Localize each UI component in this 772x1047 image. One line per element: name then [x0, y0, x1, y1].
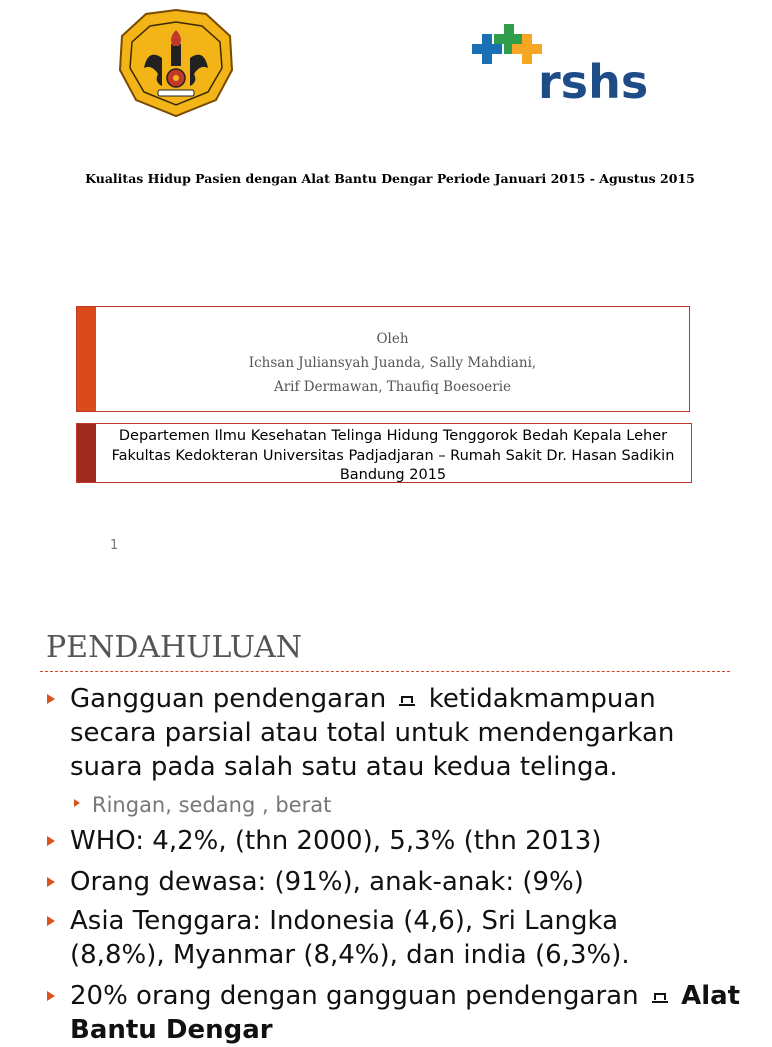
department-accent-bar	[77, 424, 96, 482]
bullet-text-who: WHO: 4,2%, (thn 2000), 5,3% (thn 2013)	[70, 826, 602, 856]
bullet-text-hearing-aid	[70, 979, 750, 1045]
bullet-text-definition	[70, 682, 750, 784]
bullet-text-part: Gangguan pendengaran	[70, 684, 387, 714]
department-line-3: Bandung 2015	[339, 467, 447, 483]
authors-accent-bar	[77, 307, 96, 411]
rshs-wordmark: rshs	[538, 55, 649, 109]
bullet-text-population: Orang dewasa: (91%), anak-anak: (9%)	[70, 867, 584, 897]
section-heading: PENDAHULUAN	[46, 630, 303, 665]
hearing-aid-emphasis: Alat Bantu Dengar	[70, 981, 741, 1045]
bullet-arrow-icon	[47, 916, 55, 926]
slide-title: Kualitas Hidup Pasien dengan Alat Bantu Dengar Periode Januari 2015 - Agustus 2015	[85, 171, 695, 186]
university-crest-logo	[118, 8, 234, 120]
implies-symbol-icon	[651, 991, 669, 1003]
page-number: 1	[110, 538, 119, 553]
authors-box	[76, 306, 690, 412]
sub-bullet-text: Ringan, sedang , berat	[92, 793, 332, 817]
authors-intro: Oleh	[376, 331, 409, 347]
bullet-text-asia: Asia Tenggara: Indonesia (4,6), Sri Langka (8,8%), Myanmar (8,4%), dan india (6,3%).	[70, 906, 630, 970]
department-line-1: Departemen Ilmu Kesehatan Telinga Hidung Tenggorok Bedah Kepala Leher	[118, 428, 668, 444]
bullet-arrow-icon	[74, 799, 80, 807]
authors-line-1: Ichsan Juliansyah Juanda, Sally Mahdiani,	[248, 355, 537, 371]
bullet-arrow-icon	[47, 836, 55, 846]
bullet-arrow-icon	[47, 991, 55, 1001]
implies-symbol-icon	[398, 694, 416, 706]
bullet-arrow-icon	[47, 877, 55, 887]
authors-line-2: Arif Dermawan, Thaufiq Boesoerie	[273, 379, 512, 395]
authors-text	[96, 327, 689, 399]
rshs-logo	[458, 20, 668, 109]
bullet-text-part: ketidakmampuan secara parsial atau total untuk mendengarkan suara pada salah satu atau kedua telinga.	[70, 684, 675, 782]
bullet-arrow-icon	[47, 694, 55, 704]
department-text	[95, 427, 691, 486]
bullet-text-part: 20% orang dengan gangguan pendengaran	[70, 981, 639, 1011]
section-divider	[40, 671, 730, 672]
department-line-2: Fakultas Kedokteran Universitas Padjadjaran – Rumah Sakit Dr. Hasan Sadikin	[111, 447, 675, 464]
